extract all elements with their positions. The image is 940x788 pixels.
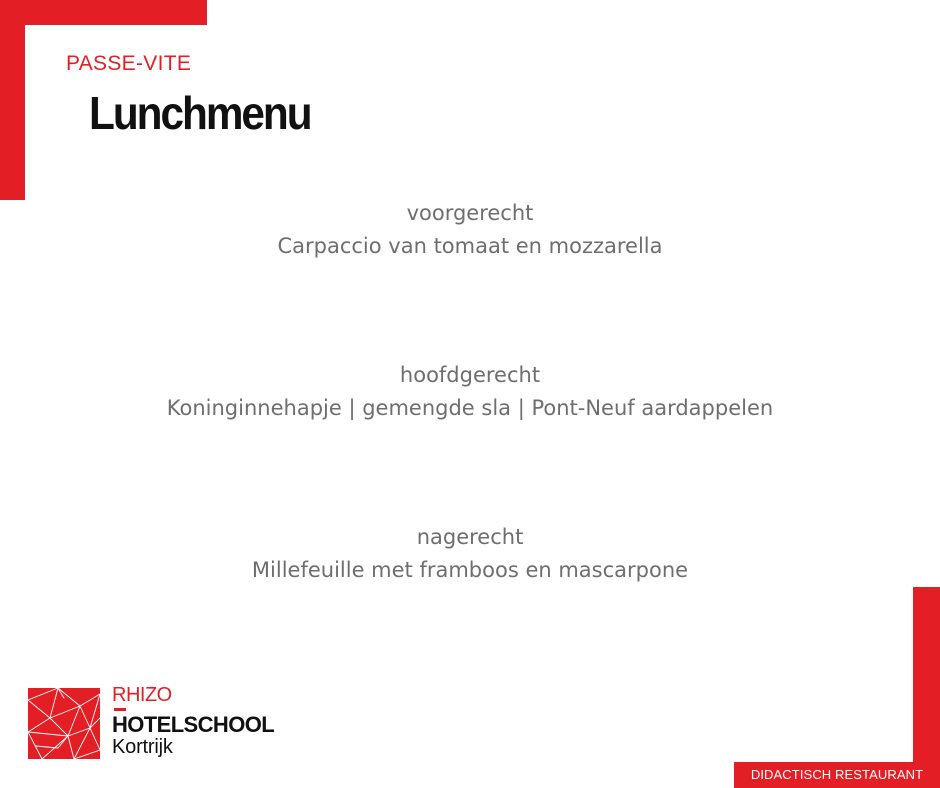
course-starter	[0, 198, 940, 264]
network-triangles-icon	[28, 688, 100, 759]
logo-hotelschool: HOTELSCHOOL	[112, 712, 275, 737]
logo-city: Kortrijk	[112, 736, 173, 758]
course-label: nagerecht	[416, 525, 524, 549]
page-title: Lunchmenu	[89, 87, 311, 139]
logo-wordmark	[112, 684, 274, 758]
course-dish: Koninginnehapje | gemengde sla | Pont-Neuf aardappelen	[166, 396, 774, 420]
top-left-corner-bar-vertical	[0, 0, 25, 200]
footer-badge: DIDACTISCH RESTAURANT	[750, 767, 924, 782]
bottom-right-corner-bar-vertical	[913, 587, 940, 788]
top-left-corner-bar-horizontal	[0, 0, 207, 25]
course-main	[0, 360, 940, 426]
logo-dash	[114, 708, 126, 711]
course-dessert	[0, 522, 940, 588]
logo-rhizo: RHIZO	[112, 684, 172, 706]
course-dish: Millefeuille met framboos en mascarpone	[251, 558, 689, 582]
course-label: hoofdgerecht	[399, 363, 541, 387]
course-label: voorgerecht	[406, 201, 534, 225]
header-kicker: PASSE-VITE	[66, 52, 192, 75]
course-dish: Carpaccio van tomaat en mozzarella	[277, 234, 663, 258]
